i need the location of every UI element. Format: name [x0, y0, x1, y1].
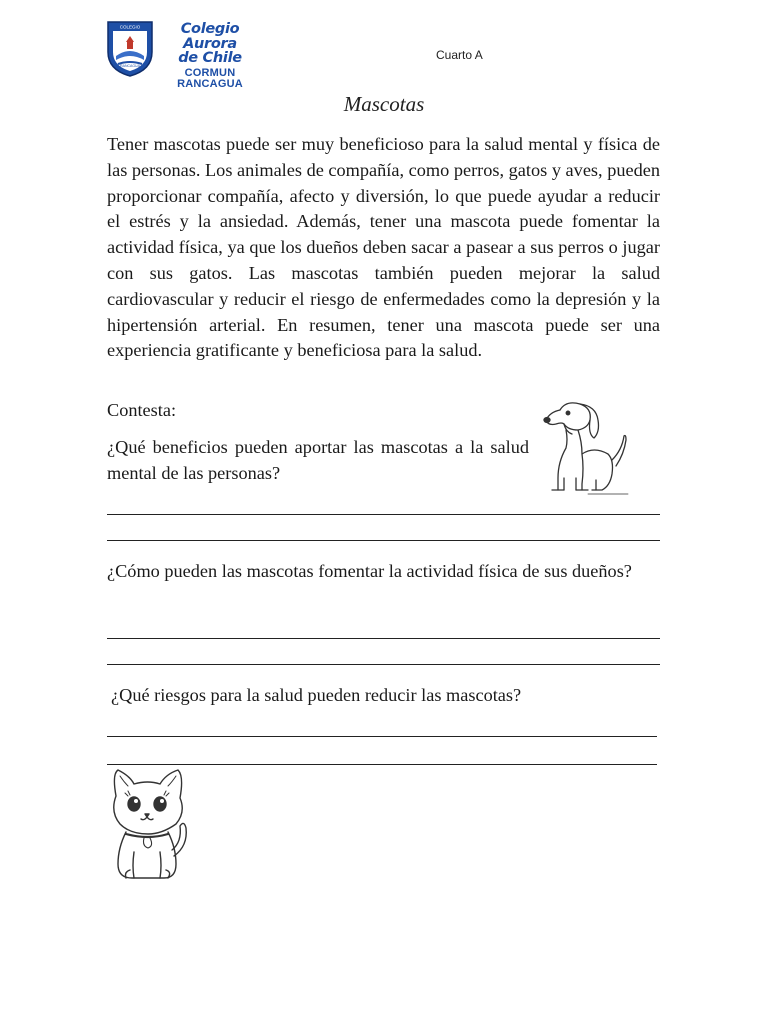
school-name-line1: Colegio Aurora — [180, 21, 240, 52]
reading-paragraph: Tener mascotas puede ser muy beneficioso para la salud mental y física de las personas. Los animales de compañía, como perros, gatos y aves, pueden proporcionar compañía, afecto y diversión, lo que puede ayudar a reducir el estrés y la ansiedad. Además, tener una mascota puede fomentar la actividad física, ya que los dueños deben sacar a pasear a sus perros o jugar con sus gatos. Las mascotas también pueden mejorar la salud cardiovascular y reducir el riesgo de enfermedades como la depresión y la hipertensión arterial. En resumen, tener una mascota puede ser una experiencia gratificante y beneficiosa para la salud. — [107, 134, 660, 361]
grade-label: Cuarto A — [436, 48, 483, 62]
instruction-label: Contesta: — [107, 400, 177, 420]
question-1: ¿Qué beneficios pueden aportar las mascotas a la salud mental de las personas? — [107, 437, 529, 483]
dog-illustration — [538, 398, 630, 496]
page-title: Mascotas — [343, 92, 425, 116]
question-2: ¿Cómo pueden las mascotas fomentar la actividad física de sus dueños? — [107, 561, 632, 581]
answer-line[interactable] — [107, 638, 660, 639]
answer-line[interactable] — [107, 540, 660, 541]
answer-line[interactable] — [107, 736, 657, 737]
cat-illustration — [104, 766, 192, 884]
school-name-block — [160, 22, 260, 90]
answer-line[interactable] — [107, 764, 657, 765]
svg-text:RANCAGUA: RANCAGUA — [120, 64, 140, 68]
answer-line[interactable] — [107, 514, 660, 515]
answer-line[interactable] — [107, 664, 660, 665]
page-header — [104, 18, 664, 90]
school-name-line2: de Chile — [178, 50, 242, 66]
school-city: CORMUN RANCAGUA — [177, 66, 243, 90]
school-crest-logo — [104, 18, 156, 78]
svg-text:COLEGIO: COLEGIO — [119, 24, 141, 30]
question-3: ¿Qué riesgos para la salud pueden reducir las mascotas? — [111, 685, 522, 705]
